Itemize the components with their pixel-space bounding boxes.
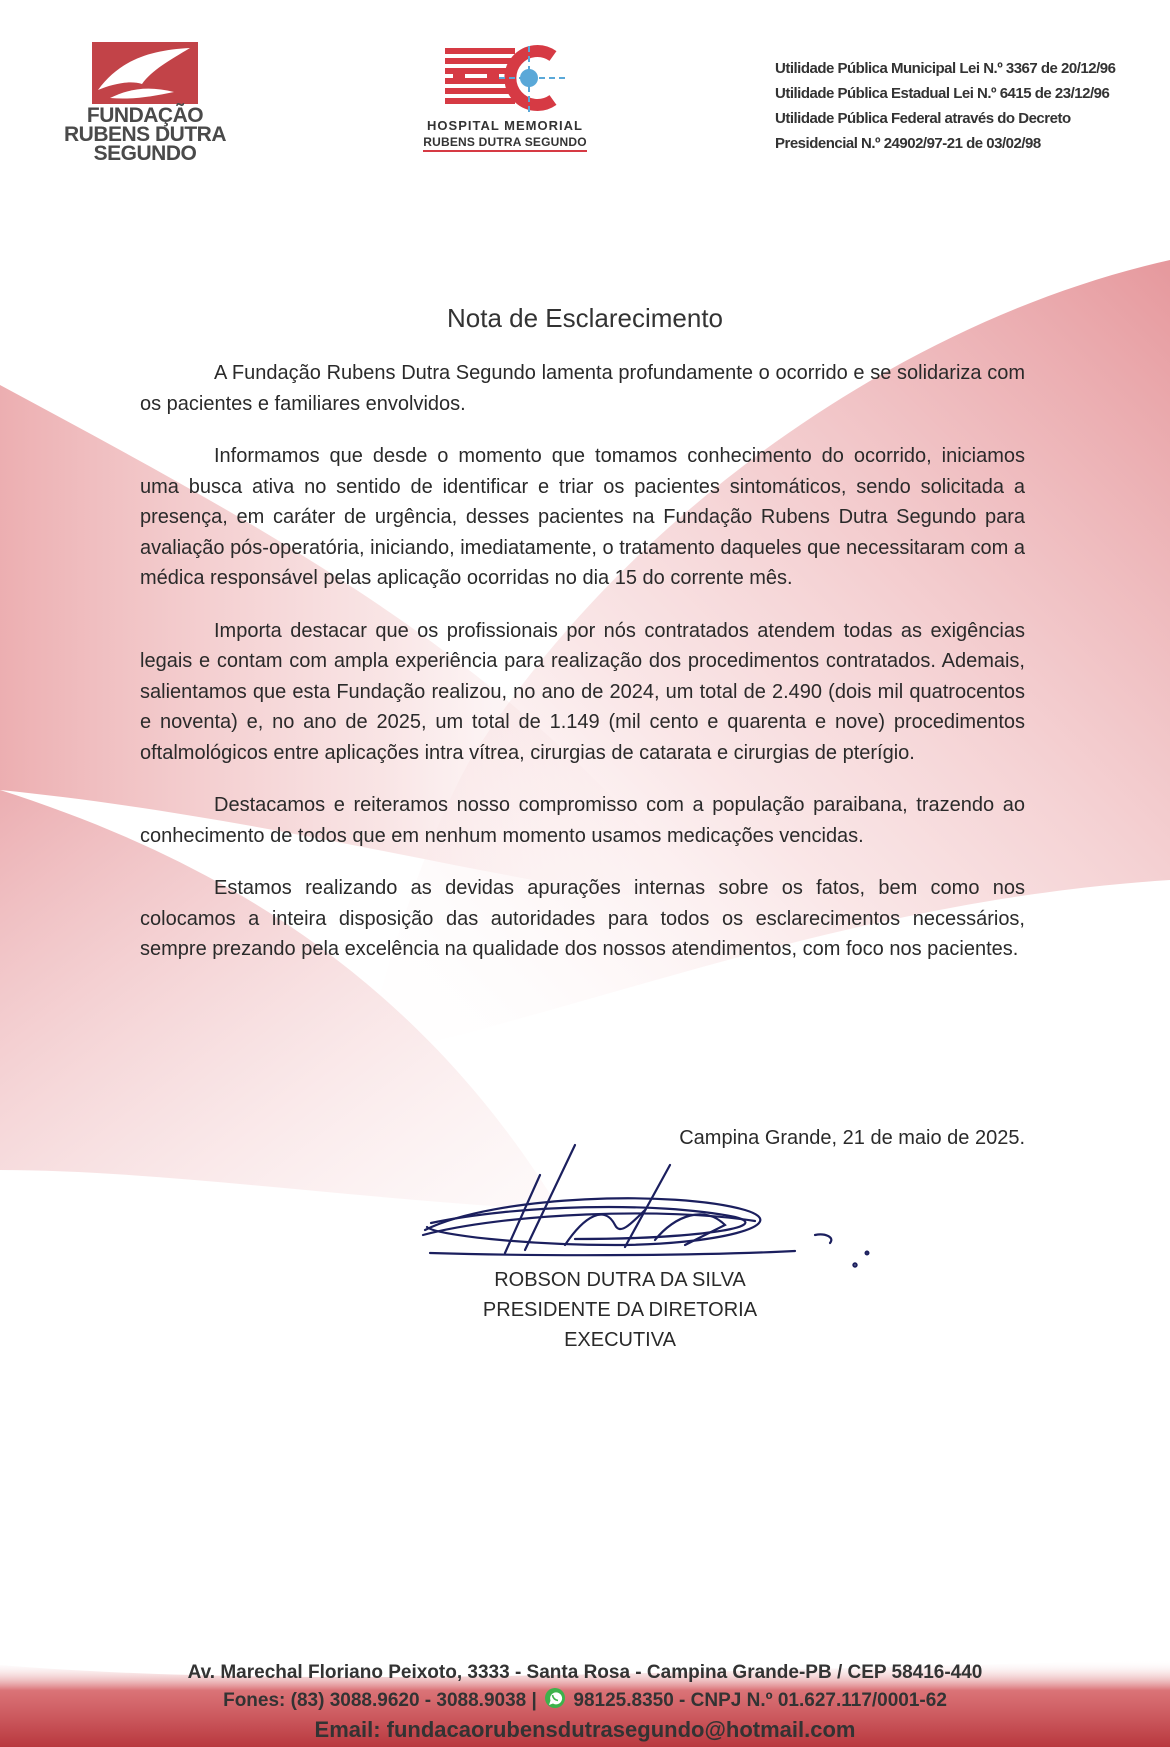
footer-contacts: [0, 1687, 1170, 1715]
signatory-role: PRESIDENTE DA DIRETORIA EXECUTIVA: [482, 1299, 758, 1351]
footer-address: Av. Marechal Floriano Peixoto, 3333 - Santa Rosa - Campina Grande-PB / CEP 58416-440: [187, 1662, 983, 1683]
footer-email[interactable]: Email: fundacaorubensdutrasegundo@hotmail.com: [314, 1717, 856, 1742]
date-line: Campina Grande, 21 de maio de 2025.: [679, 1127, 1025, 1149]
signatory-block: [425, 1265, 815, 1355]
foundation-logo: [50, 40, 240, 175]
utility-line-municipal: Utilidade Pública Municipal Lei N.º 3367 de 20/12/96: [775, 60, 1116, 77]
utility-line-federal: Utilidade Pública Federal através do Decreto: [775, 110, 1071, 127]
utility-line-decree: Presidencial N.º 24902/97-21 de 03/02/98: [775, 135, 1041, 152]
legal-status-block: [775, 56, 1155, 156]
signatory-name: ROBSON DUTRA DA SILVA: [494, 1269, 746, 1291]
foundation-logo-line2: RUBENS DUTRA: [64, 123, 226, 146]
foundation-logo-line1: FUNDAÇÃO: [86, 104, 204, 127]
whatsapp-icon: [544, 1687, 566, 1709]
footer-phones: Fones: (83) 3088.9620 - 3088.9038 |: [223, 1690, 537, 1711]
hospital-logo-line2: RUBENS DUTRA SEGUNDO: [423, 135, 587, 152]
dove-icon: [90, 40, 200, 106]
hospital-logo: [415, 42, 595, 157]
paragraph-4: Destacamos e reiteramos nosso compromisso com a população paraibana, trazendo ao conhecimento de todos que em nenhum momento usamos medicações vencidas.: [140, 794, 1025, 847]
document-title: Nota de Esclarecimento: [446, 303, 724, 333]
hc-mark: [435, 42, 575, 118]
utility-line-state: Utilidade Pública Estadual Lei N.º 6415 de 23/12/96: [775, 85, 1110, 102]
paragraph-5: Estamos realizando as devidas apurações internas sobre os fatos, bem como nos colocamos a inteira disposição das autoridades para todos os esclarecimentos necessários, sempre prezando pela excelência na qualidade dos nossos atendimentos, com foco nos pacientes.: [140, 877, 1025, 960]
paragraph-2: Informamos que desde o momento que tomamos conhecimento do ocorrido, iniciamos uma busca ativa no sentido de identificar e triar os pacientes sintomáticos, sendo solicitada a presença, em caráter de urgência, desses pacientes na Fundação Rubens Dutra Segundo para avaliação pós-operatória, iniciando, imediatamente, o tratamento daqueles que necessitaram com a médica responsável pelas aplicação ocorridas no dia 15 do corrente mês.: [140, 445, 1025, 589]
hospital-logo-line1: HOSPITAL MEMORIAL: [427, 118, 583, 133]
paragraph-3: Importa destacar que os profissionais por nós contratados atendem todas as exigências legais e contam com ampla experiência para realização dos procedimentos contratados. Ademais, salientamos que esta Fundação realizou, no ano de 2024, um total de 2.490 (dois mil quatrocentos e noventa) e, no ano de 2025, um total de 1.149 (mil cento e quarenta e nove) procedimentos oftalmológicos entre aplicações intra vítrea, cirurgias de catarata e cirurgias de pterígio.: [140, 619, 1025, 764]
footer-whatsapp-cnpj: 98125.8350 - CNPJ N.º 01.627.117/0001-62: [573, 1690, 947, 1711]
footer: [0, 1659, 1170, 1745]
handwritten-signature: [415, 1135, 905, 1275]
document-body: [140, 358, 1025, 987]
paragraph-1: A Fundação Rubens Dutra Segundo lamenta profundamente o ocorrido e se solidariza com os pacientes e familiares envolvidos.: [140, 362, 1025, 415]
foundation-logo-line3: SEGUNDO: [93, 142, 197, 165]
